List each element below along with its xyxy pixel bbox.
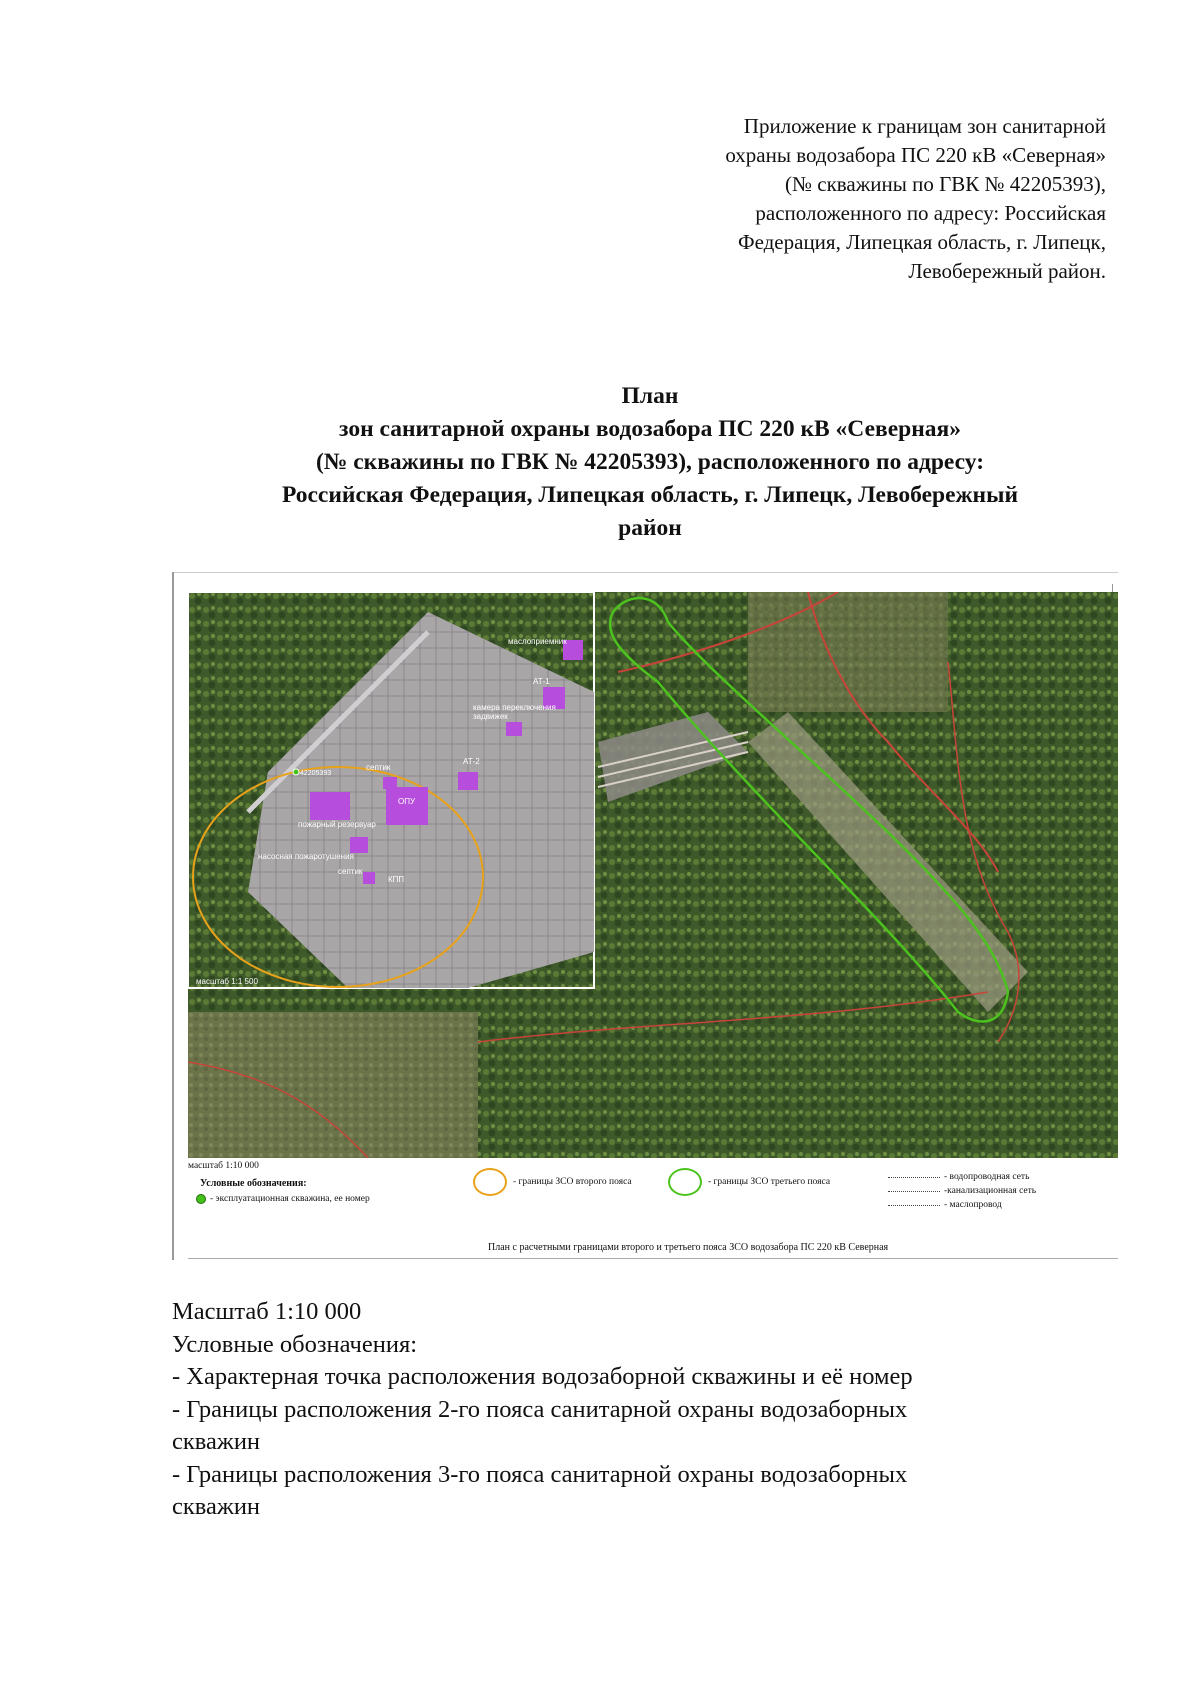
satellite-map [188,592,1118,1158]
dotted-line-icon [888,1205,940,1206]
document-title [170,380,1130,545]
bottom-line: скважин [172,1493,261,1520]
title-line: Российская Федерация, Липецкая область, г. Липецк, Левобережный [281,482,1018,508]
building-opu [386,787,428,825]
building [506,722,522,736]
label-kamera: задвижек [473,712,508,721]
appendix-line: (№ скважины по ГВК № 42205393), [784,172,1106,196]
label-nasos: насосная пожаротушения [258,852,354,861]
map-bottom-border [188,1258,1118,1259]
bottom-line: - Границы расположения 3-го пояса санитарной охраны водозаборных [172,1460,908,1488]
appendix-line: расположенного по адресу: Российская [755,201,1106,225]
title-line: План [621,383,679,409]
map-caption: План с расчетными границами второго и третьего пояса ЗСО водозабора ПС 220 кВ Северная [488,1242,889,1253]
bottom-line: Условные обозначения: [172,1330,418,1358]
bottom-line: скважин [172,1428,261,1455]
building [350,837,368,853]
map-legend [188,1160,1118,1260]
legend-oil [888,1198,1036,1212]
legend-heading: Условные обозначения: [200,1178,307,1189]
bottom-line: - Границы расположения 2-го пояса санитарной охраны водозаборных [172,1395,908,1423]
title-line: (№ скважины по ГВК № 42205393), расположенного по адресу: [315,449,985,475]
building [363,872,375,884]
label-septik: септик [366,763,391,772]
appendix-header [586,112,1106,286]
label-well-number: 42205393 [300,770,332,777]
legend-well-label: - эксплуатационная скважина, ее номер [210,1194,370,1204]
label-septik: септик [338,867,363,876]
map-scale-label: масштаб 1:10 000 [188,1161,259,1171]
legend-water-label: - водопроводная сеть [944,1172,1030,1182]
label-inset-scale: масштаб 1:1 500 [196,977,258,986]
label-pozh: пожарный резервуар [298,820,376,829]
label-maslopriemnik: маслоприемник [508,637,567,646]
appendix-line: Левобережный район. [908,259,1106,283]
legend-zone2 [473,1168,632,1196]
legend-well [196,1193,370,1205]
orange-ring-icon [473,1168,507,1196]
legend-zone2-label: - границы ЗСО второго пояса [513,1177,632,1187]
bottom-line: - Характерная точка расположения водозаборной скважины и её номер [172,1363,913,1390]
label-at1: АТ-1 [533,677,550,686]
building [310,792,350,820]
label-kpp: КПП [388,875,405,884]
bottom-line: Масштаб 1:10 000 [172,1298,362,1325]
label-opu: ОПУ [398,797,416,806]
field-area-ne [748,592,948,712]
title-line: район [618,515,682,541]
appendix-line: Федерация, Липецкая область, г. Липецк, [737,230,1106,254]
building [458,772,478,790]
map-top-border [174,572,1118,573]
legend-sewer-label: -канализационная сеть [944,1186,1037,1196]
field-area [188,1012,478,1158]
legend-zone3 [668,1168,830,1196]
dotted-line-icon [888,1191,940,1192]
label-at2: АТ-2 [463,757,480,766]
legend-zone3-label: - границы ЗСО третьего пояса [708,1177,831,1187]
legend-water [888,1170,1036,1184]
well-icon [196,1194,206,1204]
legend-sewer [888,1184,1036,1198]
map-figure [172,572,1118,1260]
legend-oil-label: - маслопровод [944,1200,1002,1210]
dotted-line-icon [888,1177,940,1178]
legend-networks [888,1170,1036,1212]
appendix-line: охраны водозабора ПС 220 кВ «Северная» [725,143,1106,167]
bottom-legend-text [172,1296,1132,1524]
appendix-line: Приложение к границам зон санитарной [743,114,1106,138]
title-line: зон санитарной охраны водозабора ПС 220 кВ «Северная» [339,416,961,442]
well-point [293,769,299,775]
green-ring-icon [668,1168,702,1196]
label-kamera: камера переключения [473,703,556,712]
